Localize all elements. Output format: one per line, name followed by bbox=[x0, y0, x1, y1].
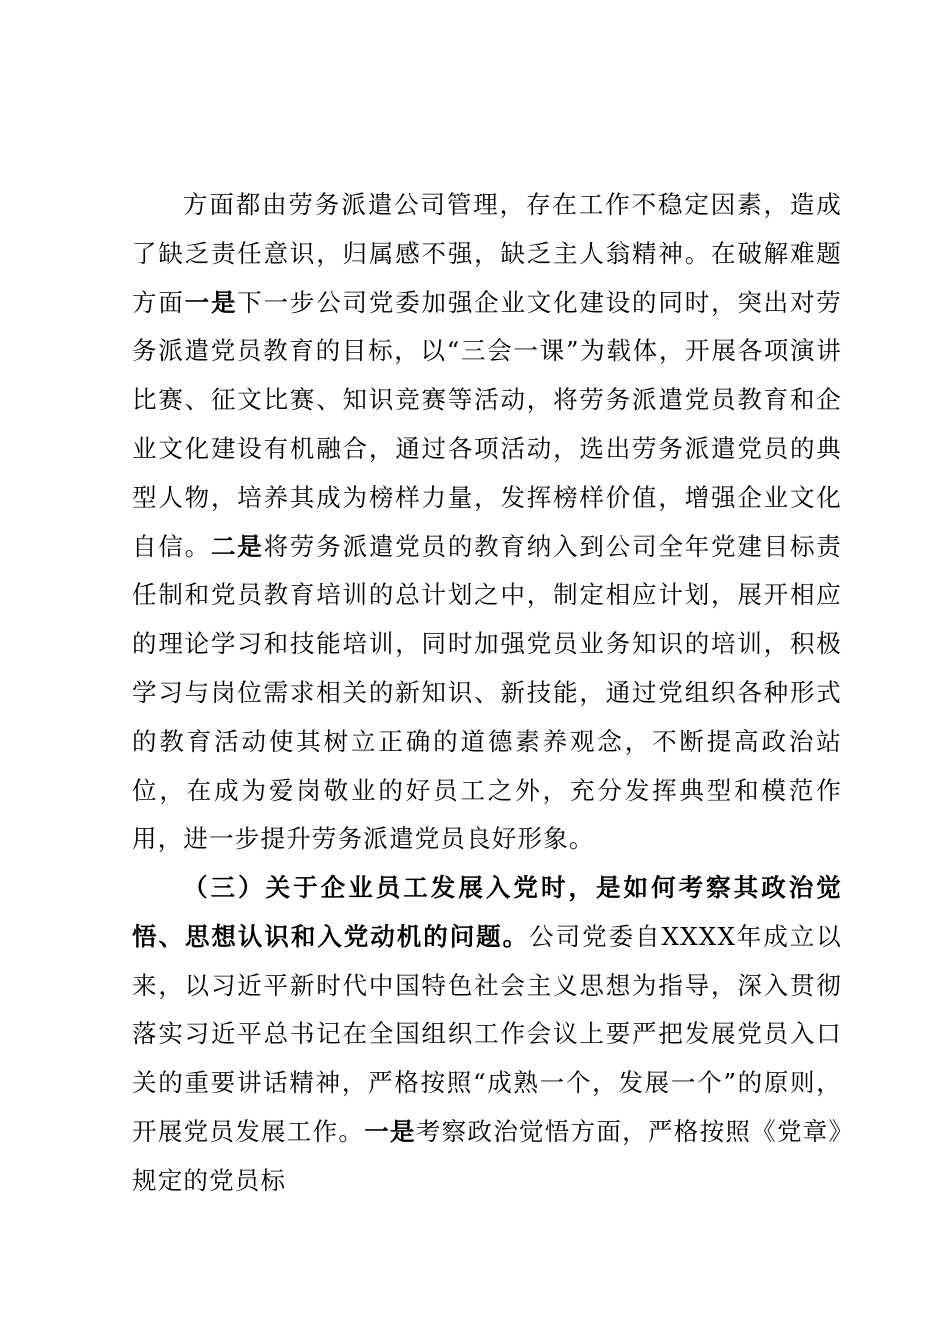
paragraph-2-point-one-label: 一是 bbox=[364, 1116, 416, 1146]
paragraph-1-point-two-label: 二是 bbox=[210, 531, 264, 561]
paragraph-1-point-one-label: 一是 bbox=[184, 287, 238, 317]
paragraph-1-text-3: 将劳务派遣党员的教育纳入到公司全年党建目标责任制和党员教育培训的总计划之中，制定相应计划，展开相应的理论学习和技能培训，同时加强党员业务知识的培训，积极学习与岗位需求相关的新知识、新技能，通过党组织各种形式的教育活动使其树立正确的道德素养观念，不断提高政治站位，在成为爱岗敬业的好员工之外，充分发挥典型和模范作用，进一步提升劳务派遣党员良好形象。 bbox=[132, 531, 842, 854]
paragraph-1-text-2: 下一步公司党委加强企业文化建设的同时，突出对劳务派遣党员教育的目标，以“三会一课”为载体，开展各项演讲比赛、征文比赛、知识竞赛等活动，将劳务派遣党员教育和企业文化建设有机融合，通过各项活动，选出劳务派遣党员的典型人物，培养其成为榜样力量，发挥榜样价值，增强企业文化自信。 bbox=[132, 287, 842, 561]
section-heading-3: （三）关于企业员工发展入党时，是如何考察其政治觉悟、思想认识和入党动机的问题。 bbox=[132, 873, 842, 951]
paragraph-1-text-1: 方面都由劳务派遣公司管理，存在工作不稳定因素，造成了缺乏责任意识，归属感不强，缺乏主人翁精神。在破解难题方面 bbox=[132, 190, 842, 317]
body-paragraph-1 bbox=[132, 181, 842, 864]
body-paragraph-2 bbox=[132, 864, 842, 1206]
paragraph-2-text-2: 考察政治觉悟方面，严格按照《党章》规定的党员标 bbox=[132, 1116, 843, 1195]
paragraph-2-text-1: 公司党委自XXXX年成立以来，以习近平新时代中国特色社会主义思想为指导，深入贯彻落实习近平总书记在全国组织工作会议上要严把发展党员入口关的重要讲话精神，严格按照“成熟一个，发展一个”的原则，开展党员发展工作。 bbox=[132, 921, 842, 1146]
